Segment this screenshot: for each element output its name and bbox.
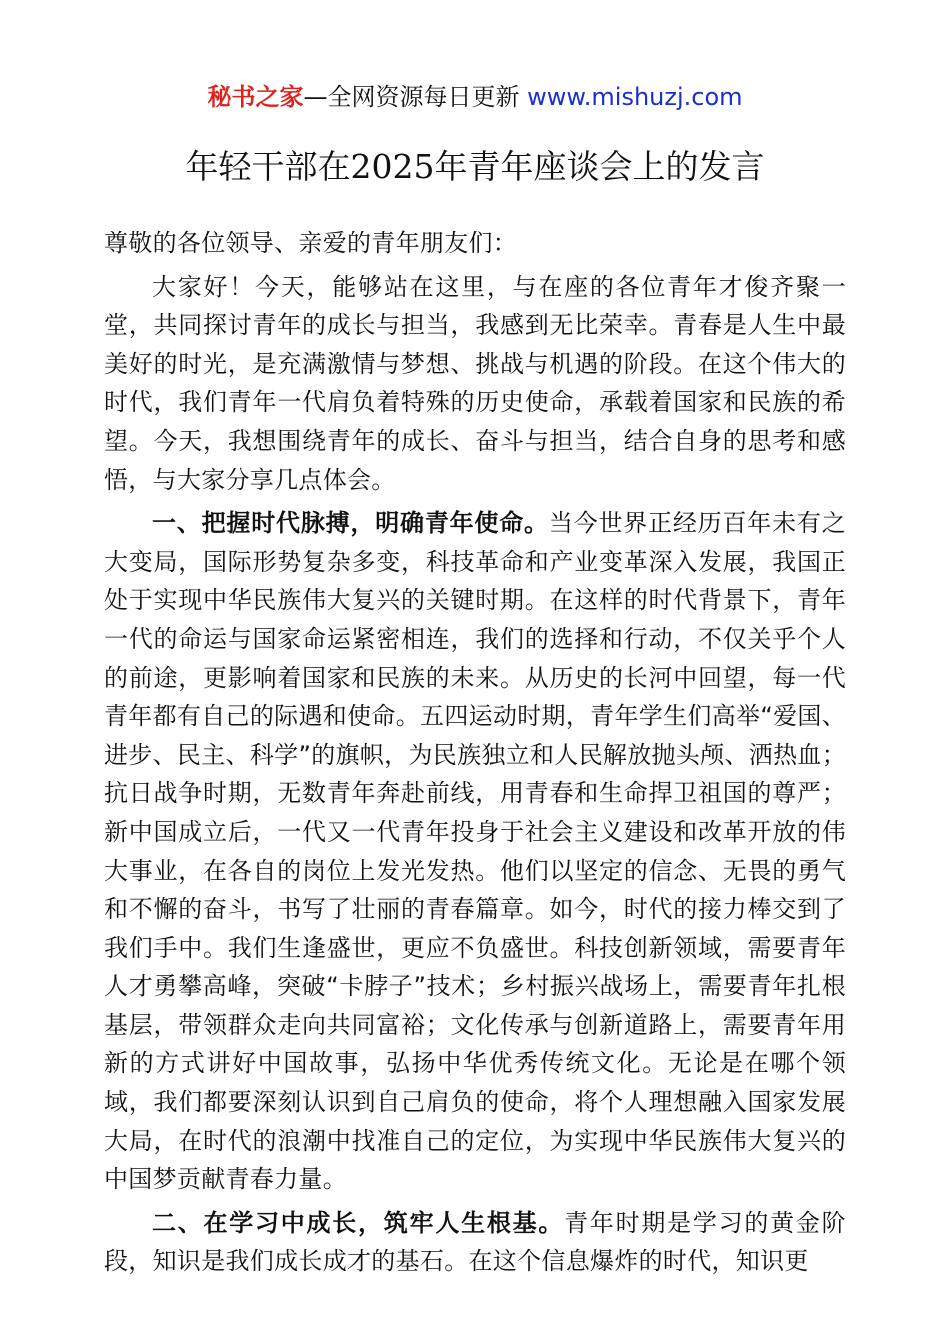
brand-name: 秘书之家: [207, 83, 304, 111]
section-2-heading: 二、在学习中成长，筑牢人生根基。: [152, 1208, 565, 1237]
section-1-text: 当今世界正经历百年未有之大变局，国际形势复杂多变，科技革命和产业变革深入发展，我国正处于实现中华民族伟大复兴的关键时期。在这样的时代背景下，青年一代的命运与国家命运紧密相连，我们的选择和行动，不仅关乎个人的前途，更影响着国家和民族的未来。从历史的长河中回望，每一代青年都有自己的际遇和使命。五四运动时期，青年学生们高举“爱国、进步、民主、科学”的旗帜，为民族独立和人民解放抛头颅、洒热血；抗日战争时期，无数青年奔赴前线，用青春和生命捍卫祖国的尊严；新中国成立后，一代又一代青年投身于社会主义建设和改革开放的伟大事业，在各自的岗位上发光发热。他们以坚定的信念、无畏的勇气和不懈的奋斗，书写了壮丽的青春篇章。如今，时代的接力棒交到了我们手中。我们生逢盛世，更应不负盛世。科技创新领域，需要青年人才勇攀高峰，突破“卡脖子”技术；乡村振兴战场上，需要青年扎根基层，带领群众走向共同富裕；文化传承与创新道路上，需要青年用新的方式讲好中国故事，弘扬中华优秀传统文化。无论是在哪个领域，我们都要深刻认识到自己肩负的使命，将个人理想融入国家发展大局，在时代的浪潮中找准自己的定位，为实现中华民族伟大复兴的中国梦贡献青春力量。: [104, 509, 846, 1194]
intro-paragraph: 大家好！今天，能够站在这里，与在座的各位青年才俊齐聚一堂，共同探讨青年的成长与担当，我感到无比荣幸。青春是人生中最美好的时光，是充满激情与梦想、挑战与机遇的阶段。在这个伟大的时代，我们青年一代肩负着特殊的历史使命，承载着国家和民族的希望。今天，我想围绕青年的成长、奋斗与担当，结合自身的思考和感悟，与大家分享几点体会。: [104, 272, 846, 494]
salutation: 尊敬的各位领导、亲爱的青年朋友们：: [104, 229, 518, 257]
section-1-heading: 一、把握时代脉搏，明确青年使命。: [152, 509, 549, 538]
site-header: [0, 80, 950, 114]
header-tagline: —全网资源每日更新: [303, 83, 528, 111]
section-2-paragraph: [104, 1204, 846, 1281]
document-title: 年轻干部在2025年青年座谈会上的发言: [185, 147, 765, 186]
section-1-paragraph: [104, 504, 846, 1199]
document-body: [104, 224, 846, 1286]
site-url-link[interactable]: www.mishuzj.com: [527, 83, 743, 111]
section-2-text: 青年时期是学习的黄金阶段，知识是我们成长成才的基石。在这个信息爆炸的时代，知识更: [104, 1208, 846, 1276]
